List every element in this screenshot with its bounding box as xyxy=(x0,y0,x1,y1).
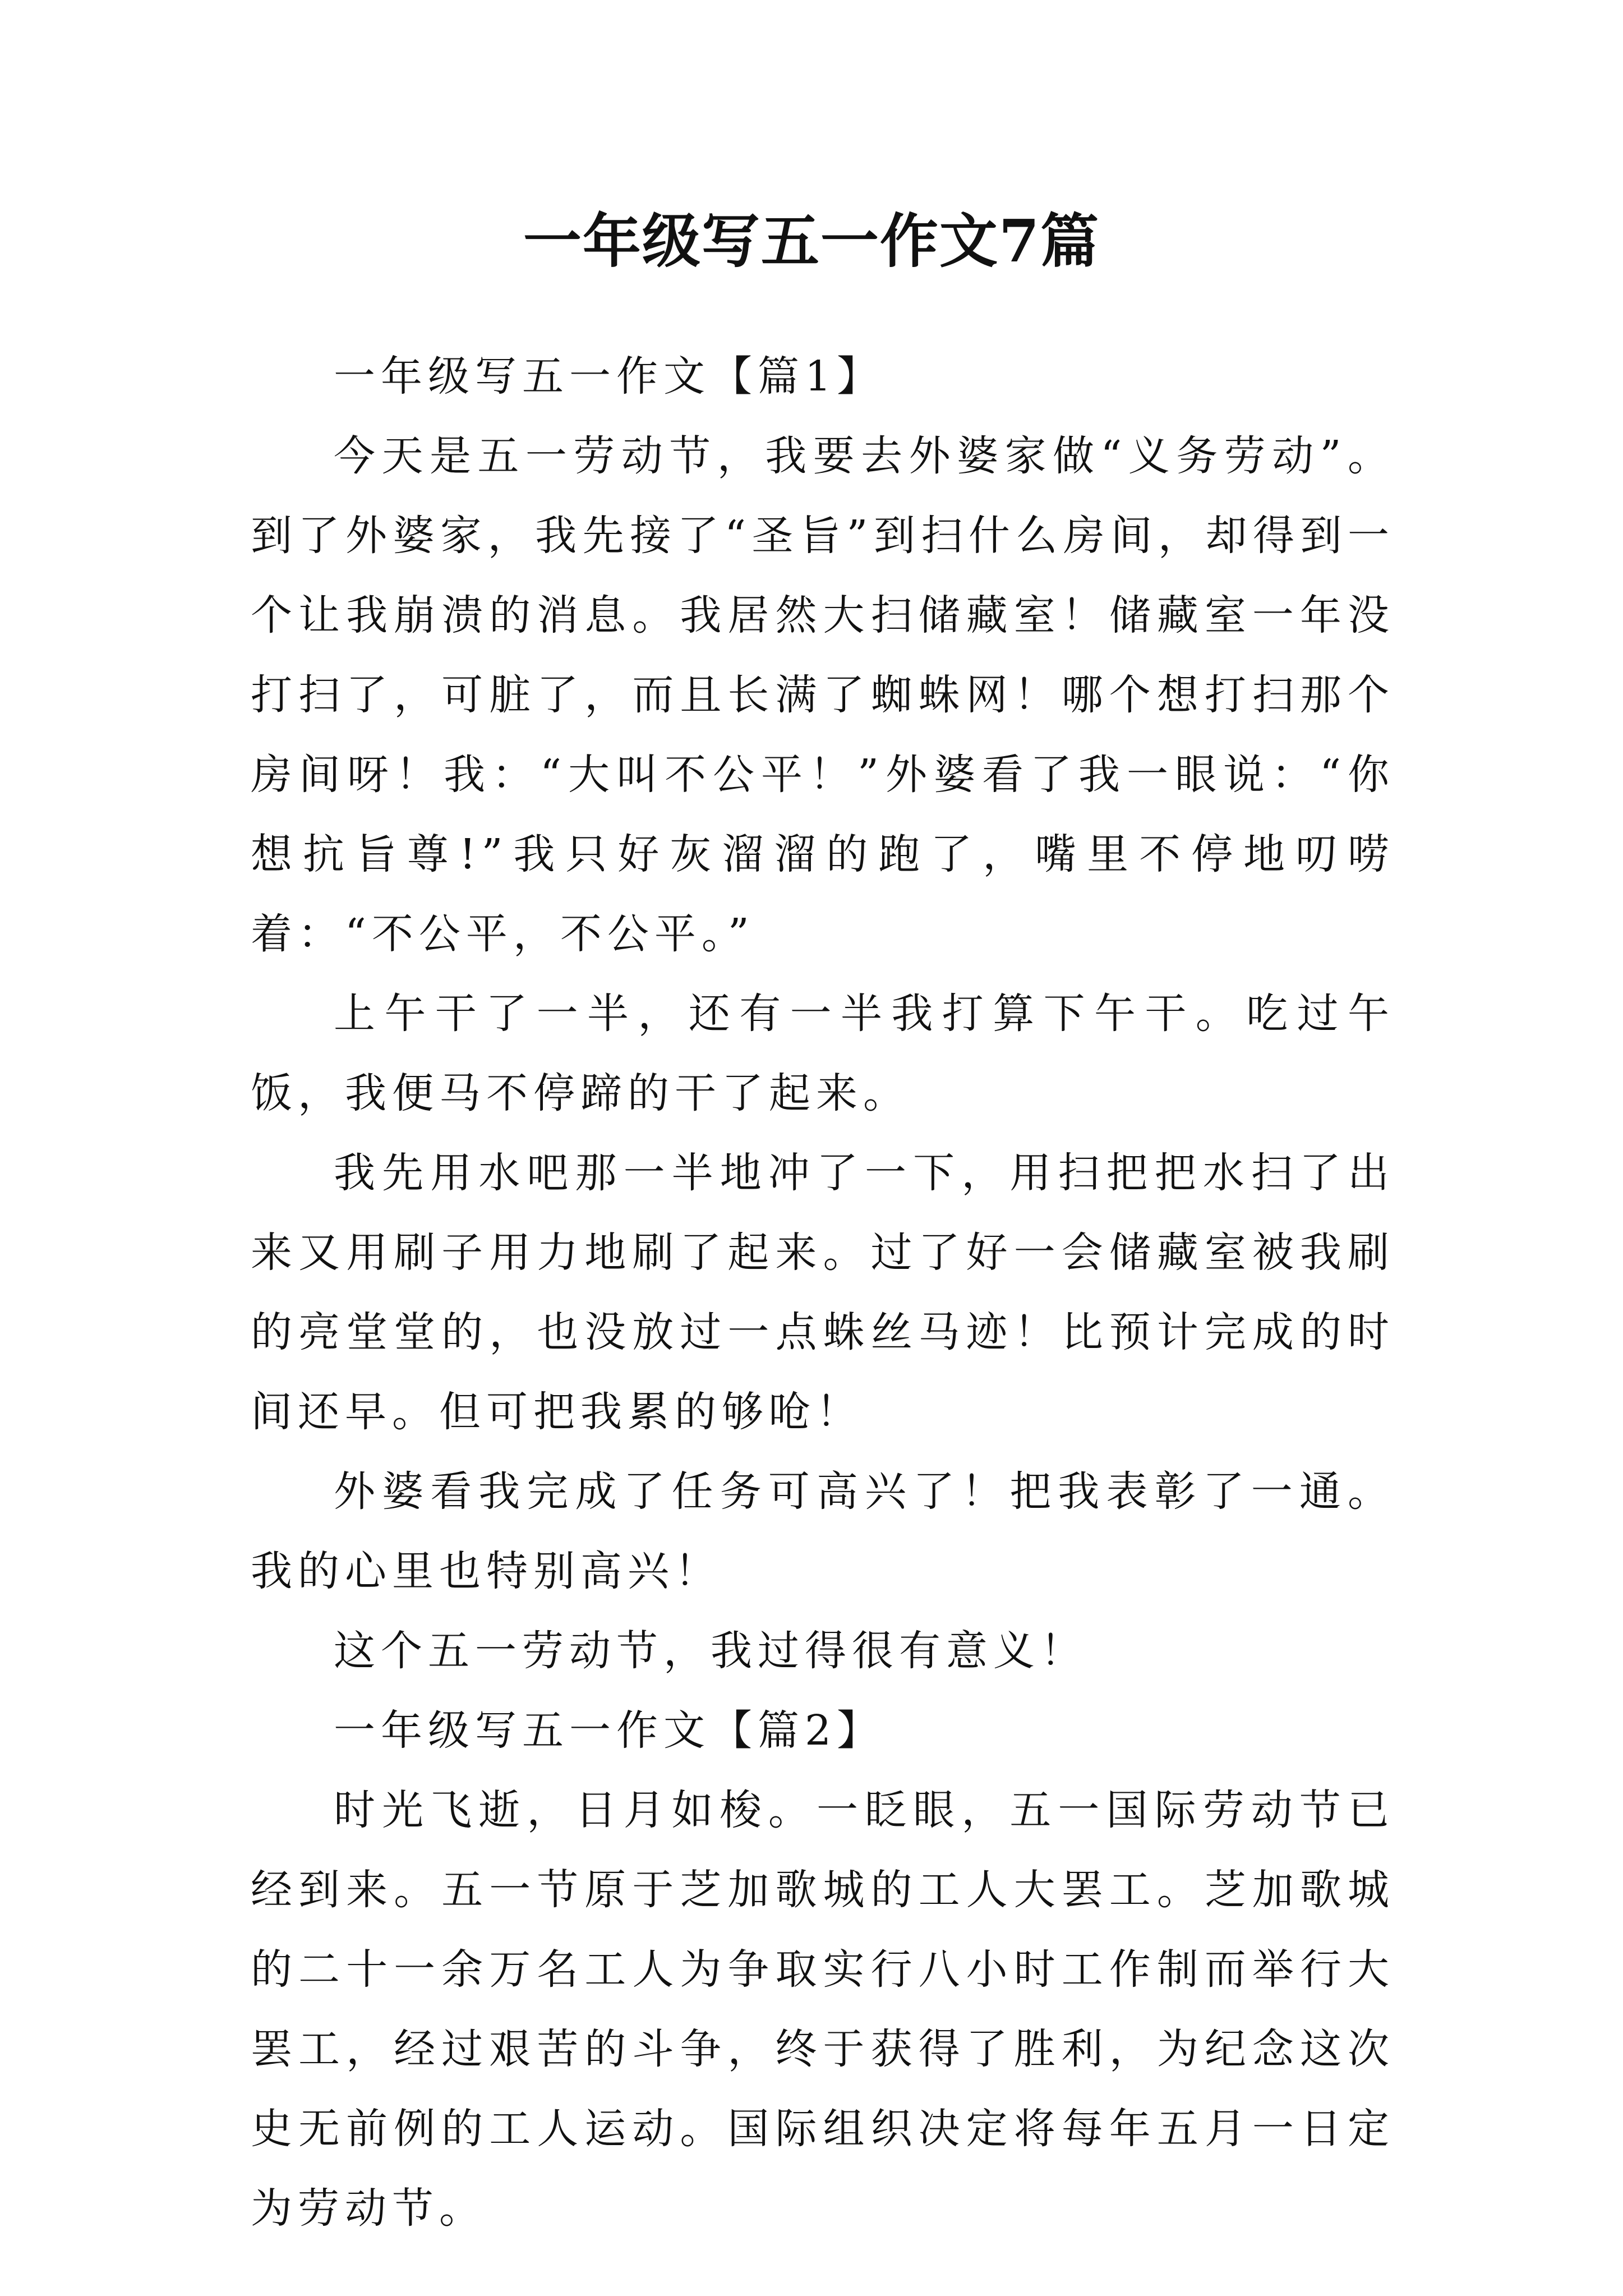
paragraph: 今天是五一劳动节，我要去外婆家做“义务劳动”。到了外婆家，我先接了“圣旨”到扫什么房间，却得到一个让我崩溃的消息。我居然大扫储藏室！储藏室一年没打扫了，可脏了，而且长满了蜘蛛网！哪个想打扫那个房间呀！我：“大叫不公平！”外婆看了我一眼说：“你想抗旨尊!”我只好灰溜溜的跑了，嘴里不停地叨唠着：“不公平，不公平。” xyxy=(251,432,1395,958)
paragraph: 时光飞逝，日月如梭。一眨眼，五一国际劳动节已经到来。五一节原于芝加歌城的工人大罢工。芝加歌城的二十一余万名工人为争取实行八小时工作制而举行大罢工，经过艰苦的斗争，终于获得了胜利，为纪念这次史无前例的工人运动。国际组织决定将每年五月一日定为劳动节。 xyxy=(251,1786,1395,2233)
paragraph: 这个五一劳动节，我过得很有意义！ xyxy=(334,1627,1087,1675)
paragraph: 上午干了一半，还有一半我打算下午干。吃过午饭，我便马不停蹄的干了起来。 xyxy=(251,990,1395,1117)
document-body xyxy=(251,337,1395,2248)
paragraph: 我先用水吧那一半地冲了一下，用扫把把水扫了出来又用刷子用力地刷了起来。过了好一会储藏室被我刷的亮堂堂的，也没放过一点蛛丝马迹！比预计完成的时间还早。但可把我累的够呛！ xyxy=(251,1149,1395,1436)
paragraph: 外婆看我完成了任务可高兴了！把我表彰了一通。我的心里也特别高兴！ xyxy=(251,1467,1395,1595)
document-title: 一年级写五一作文7篇 xyxy=(523,206,1100,275)
section-heading-2: 一年级写五一作文【篇2】 xyxy=(334,1706,884,1755)
section-heading-1: 一年级写五一作文【篇1】 xyxy=(334,352,884,401)
